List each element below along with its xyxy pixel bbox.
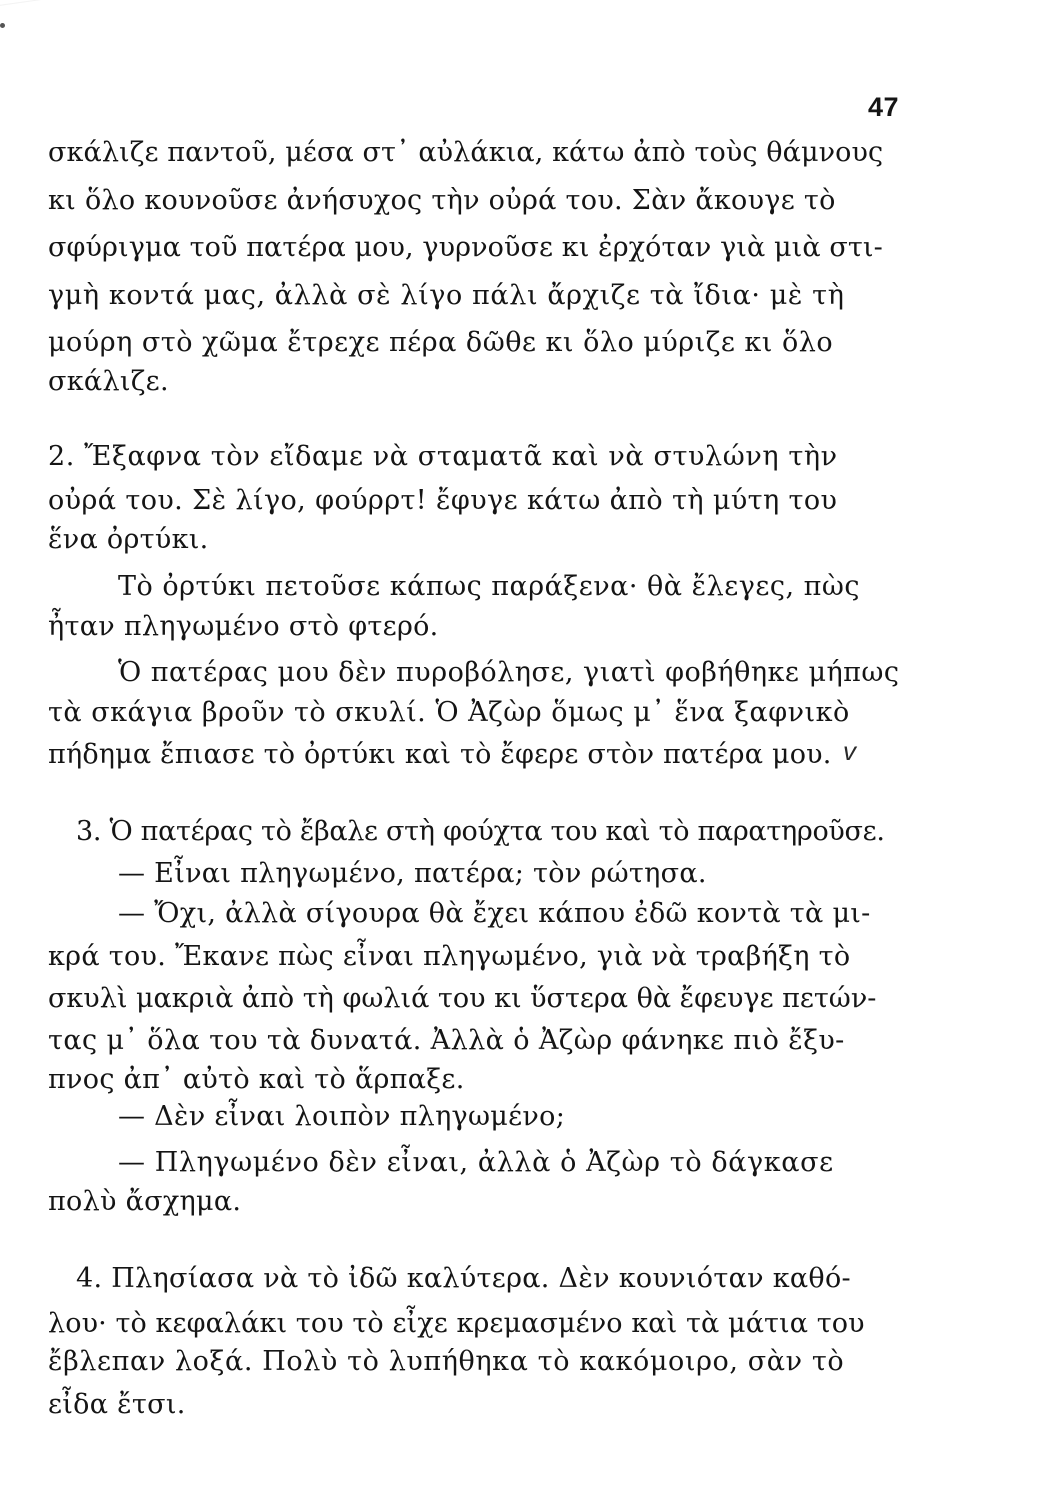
text-line: μούρη στὸ χῶμα ἔτρεχε πέρα δῶθε κι ὅλο μύριζε κι ὅλο <box>48 327 834 358</box>
text-line: 2. Ἔξαφνα τὸν εἴδαμε νὰ σταματᾶ καὶ νὰ στυλώνη τὴν <box>48 441 838 472</box>
text-line: τὰ σκάγια βροῦν τὸ σκυλί. Ὁ Ἀζὼρ ὅμως μ᾽ ἕνα ξαφνικὸ <box>48 697 850 728</box>
text-line: — Πληγωμένο δὲν εἶναι, ἀλλὰ ὁ Ἀζὼρ τὸ δάγκασε <box>118 1147 834 1178</box>
text-line: σφύριγμα τοῦ πατέρα μου, γυρνοῦσε κι ἐρχόταν γιὰ μιὰ στι- <box>48 232 883 263</box>
text-line: πνος ἀπ᾽ αὐτὸ καὶ τὸ ἅρπαξε. <box>48 1064 465 1095</box>
text-line: — Δὲν εἶναι λοιπὸν πληγωμένο; <box>118 1101 566 1132</box>
text-line: ἕνα ὀρτύκι. <box>48 524 209 555</box>
text-line: 3. Ὁ πατέρας τὸ ἔβαλε στὴ φούχτα του καὶ τὸ παρατηροῦσε. <box>76 816 885 847</box>
text-line: ἔβλεπαν λοξά. Πολὺ τὸ λυπήθηκα τὸ κακόμοιρο, σὰν τὸ <box>48 1346 845 1377</box>
page-number: 47 <box>868 92 900 122</box>
text-line: γμὴ κοντά μας, ἀλλὰ σὲ λίγο πάλι ἄρχιζε τὰ ἴδια· μὲ τὴ <box>48 280 845 311</box>
text-line: ἦταν πληγωμένο στὸ φτερό. <box>48 611 439 642</box>
text-line: πολὺ ἄσχημα. <box>48 1186 242 1217</box>
text-line: λου· τὸ κεφαλάκι του τὸ εἶχε κρεμασμένο καὶ τὰ μάτια του <box>48 1308 865 1339</box>
text-line: σκάλιζε παντοῦ, μέσα στ᾽ αὐλάκια, κάτω ἀπὸ τοὺς θάμνους <box>48 137 884 168</box>
text-line: — Εἶναι πληγωμένο, πατέρα; τὸν ρώτησα. <box>118 858 707 889</box>
text-line: κρά του. Ἔκανε πὼς εἶναι πληγωμένο, γιὰ νὰ τραβήξη τὸ <box>48 941 851 972</box>
handwritten-mark: v <box>843 736 856 766</box>
text-line: — Ὄχι, ἀλλὰ σίγουρα θὰ ἔχει κάπου ἐδῶ κοντὰ τὰ μι- <box>118 898 871 929</box>
text-line: Τὸ ὀρτύκι πετοῦσε κάπως παράξενα· θὰ ἔλεγες, πὼς <box>118 571 860 602</box>
text-line: τας μ᾽ ὅλα του τὰ δυνατά. Ἀλλὰ ὁ Ἀζὼρ φάνηκε πιὸ ἔξυ- <box>48 1025 845 1056</box>
text-line: 4. Πλησίασα νὰ τὸ ἰδῶ καλύτερα. Δὲν κουνιόταν καθό- <box>76 1263 851 1294</box>
text-line: πήδημα ἔπιασε τὸ ὀρτύκι καὶ τὸ ἔφερε στὸν πατέρα μου. <box>48 739 832 770</box>
faint-smudge <box>0 0 71 28</box>
text-line: σκάλιζε. <box>48 366 169 397</box>
text-line: Ὁ πατέρας μου δὲν πυροβόλησε, γιατὶ φοβήθηκε μήπως <box>118 657 900 688</box>
text-line: εἶδα ἔτσι. <box>48 1389 186 1420</box>
text-line: οὐρά του. Σὲ λίγο, φούρρτ! ἔφυγε κάτω ἀπὸ τὴ μύτη του <box>48 485 838 516</box>
text-line: σκυλὶ μακριὰ ἀπὸ τὴ φωλιά του κι ὕστερα θὰ ἔφευγε πετών- <box>48 983 877 1014</box>
text-line: κι ὅλο κουνοῦσε ἀνήσυχος τὴν οὐρά του. Σὰν ἄκουγε τὸ <box>48 185 836 216</box>
